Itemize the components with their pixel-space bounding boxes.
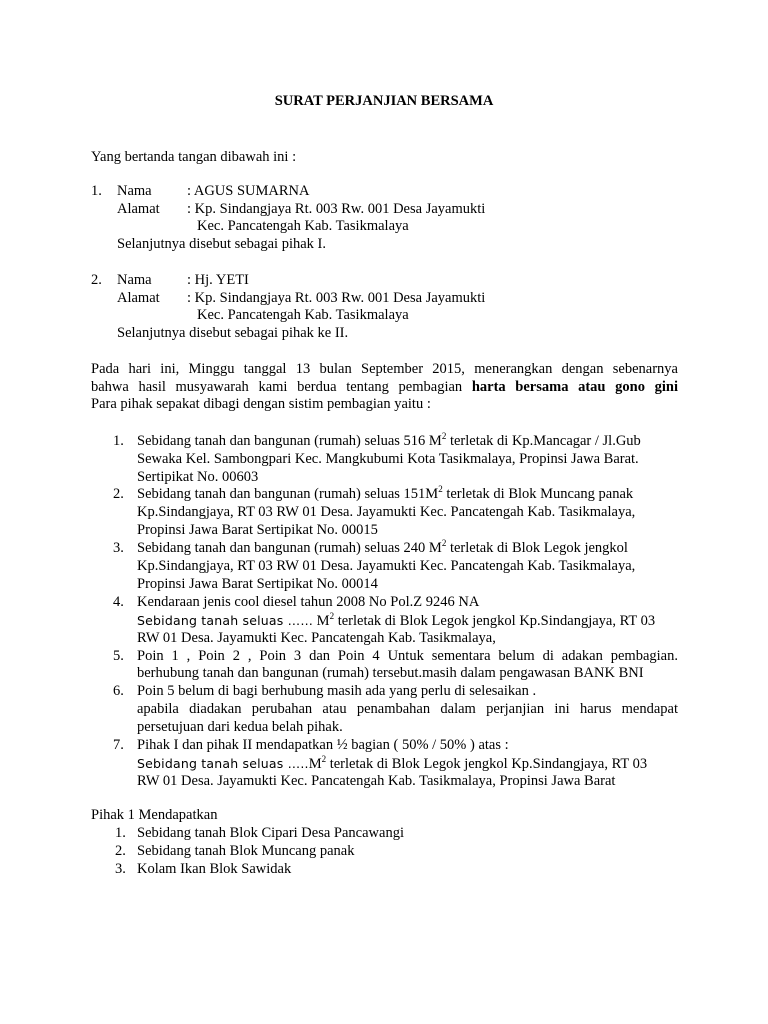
- item-7-unit: M: [308, 756, 322, 772]
- item-6-line-3: persetujuan dari kedua belah pihak.: [137, 719, 343, 735]
- item-7-line-1: Pihak I dan pihak II mendapatkan ½ bagian ( 50% / 50% ) atas :: [137, 737, 509, 753]
- item-4-handwritten-text: Sebidang tanah seluas ……: [137, 613, 314, 628]
- item-1-number: 1.: [113, 433, 124, 449]
- item-1-line-1: [137, 433, 641, 450]
- item-1-line-3: Sertipikat No. 00603: [137, 469, 259, 485]
- statement-line-1: Pada hari ini, Minggu tanggal 13 bulan September 2015, menerangkan dengan sebenarnya: [91, 361, 678, 377]
- item-4-number: 4.: [113, 594, 124, 610]
- item-3-number: 3.: [113, 540, 124, 556]
- item-3-superscript: 2: [441, 538, 447, 548]
- statement-line-2: [91, 379, 678, 396]
- party-1-address-label: Alamat: [117, 201, 160, 217]
- item-6-number: 6.: [113, 683, 124, 699]
- pihak-1-item-3: Kolam Ikan Blok Sawidak: [137, 861, 292, 877]
- item-1-text-a: Sebidang tanah dan bangunan (rumah) seluas 516 M: [137, 433, 442, 449]
- party-1-address-line1: : Kp. Sindangjaya Rt. 003 Rw. 001 Desa Jayamukti: [187, 201, 486, 217]
- item-3-line-2: Kp.Sindangjaya, RT 03 RW 01 Desa. Jayamukti Kec. Pancatengah Kab. Tasikmalaya,: [137, 558, 636, 574]
- item-2-text-a: Sebidang tanah dan bangunan (rumah) seluas 151M: [137, 486, 439, 502]
- party-2-address-line2: Kec. Pancatengah Kab. Tasikmalaya: [197, 307, 409, 323]
- item-6-line-1: Poin 5 belum di bagi berhubung masih ada yang perlu di selesaikan .: [137, 683, 537, 699]
- item-6-line-2: apabila diadakan perubahan atau penambahan dalam perjanjian ini harus mendapat: [137, 701, 678, 717]
- item-4-line-2: [137, 612, 655, 630]
- item-2-text-b: terletak di Blok Muncang panak: [442, 486, 634, 502]
- item-2-line-3: Propinsi Jawa Barat Sertipikat No. 00015: [137, 522, 378, 538]
- item-3-line-3: Propinsi Jawa Barat Sertipikat No. 00014: [137, 576, 378, 592]
- item-1-line-2: Sewaka Kel. Sambongpari Kec. Mangkubumi Kota Tasikmalaya, Propinsi Jawa Barat.: [137, 451, 639, 467]
- item-7-number: 7.: [113, 737, 124, 753]
- party-1-number: 1.: [91, 183, 102, 199]
- statement-line-3: Para pihak sepakat dibagi dengan sistim pembagian yaitu :: [91, 396, 431, 412]
- party-2-designation: Selanjutnya disebut sebagai pihak ke II.: [117, 325, 349, 341]
- item-7-text-rest: terletak di Blok Legok jengkol Kp.Sindangjaya, RT 03: [326, 756, 648, 772]
- item-2-number: 2.: [113, 486, 124, 502]
- party-1-name-label: Nama: [117, 183, 152, 199]
- item-1-text-b: terletak di Kp.Mancagar / Jl.Gub: [446, 433, 641, 449]
- item-4-unit: M: [313, 613, 330, 629]
- item-2-line-2: Kp.Sindangjaya, RT 03 RW 01 Desa. Jayamukti Kec. Pancatengah Kab. Tasikmalaya,: [137, 504, 636, 520]
- item-3-text-b: terletak di Blok Legok jengkol: [446, 540, 628, 556]
- item-1-superscript: 2: [441, 431, 447, 441]
- item-5-number: 5.: [113, 648, 124, 664]
- item-2-line-1: [137, 486, 633, 503]
- item-5-line-1: Poin 1 , Poin 2 , Poin 3 dan Poin 4 Untuk sementara belum di adakan pembagian.: [137, 648, 678, 664]
- party-2-address-line1: : Kp. Sindangjaya Rt. 003 Rw. 001 Desa Jayamukti: [187, 290, 486, 306]
- pihak-1-heading: Pihak 1 Mendapatkan: [91, 807, 218, 823]
- pihak-1-item-1: Sebidang tanah Blok Cipari Desa Pancawangi: [137, 825, 404, 841]
- item-4-text-rest: terletak di Blok Legok jengkol Kp.Sindangjaya, RT 03: [334, 613, 656, 629]
- pihak-1-item-3-number: 3.: [115, 861, 126, 877]
- party-2-number: 2.: [91, 272, 102, 288]
- item-5-line-2: berhubung tanah dan bangunan (rumah) tersebut.masih dalam pengawasan BANK BNI: [137, 665, 644, 681]
- party-2-name-label: Nama: [117, 272, 152, 288]
- item-7-line-3: RW 01 Desa. Jayamukti Kec. Pancatengah Kab. Tasikmalaya, Propinsi Jawa Barat: [137, 773, 616, 789]
- intro-text: Yang bertanda tangan dibawah ini :: [91, 149, 297, 165]
- item-4-superscript: 2: [329, 611, 335, 621]
- item-3-text-a: Sebidang tanah dan bangunan (rumah) seluas 240 M: [137, 540, 442, 556]
- statement-bold-phrase: harta bersama atau gono gini: [471, 379, 678, 395]
- party-1-name: : AGUS SUMARNA: [187, 183, 310, 199]
- party-1-designation: Selanjutnya disebut sebagai pihak I.: [117, 236, 326, 252]
- statement-line-2-text: bahwa hasil musyawarah kami berdua tentang pembagian: [91, 379, 463, 395]
- pihak-1-item-1-number: 1.: [115, 825, 126, 841]
- document-title: SURAT PERJANJIAN BERSAMA: [274, 93, 494, 109]
- item-7-superscript: 2: [321, 754, 327, 764]
- item-4-line-1: Kendaraan jenis cool diesel tahun 2008 No Pol.Z 9246 NA: [137, 594, 480, 610]
- party-2-address-label: Alamat: [117, 290, 160, 306]
- party-1-address-line2: Kec. Pancatengah Kab. Tasikmalaya: [197, 218, 409, 234]
- party-2-name: : Hj. YETI: [187, 272, 249, 288]
- item-7-handwritten-text: Sebidang tanah seluas …..: [137, 756, 309, 771]
- item-3-line-1: [137, 540, 628, 557]
- pihak-1-item-2: Sebidang tanah Blok Muncang panak: [137, 843, 355, 859]
- item-2-superscript: 2: [438, 484, 443, 494]
- item-7-line-2: [137, 755, 647, 773]
- pihak-1-item-2-number: 2.: [115, 843, 126, 859]
- item-4-line-3: RW 01 Desa. Jayamukti Kec. Pancatengah Kab. Tasikmalaya,: [137, 630, 496, 646]
